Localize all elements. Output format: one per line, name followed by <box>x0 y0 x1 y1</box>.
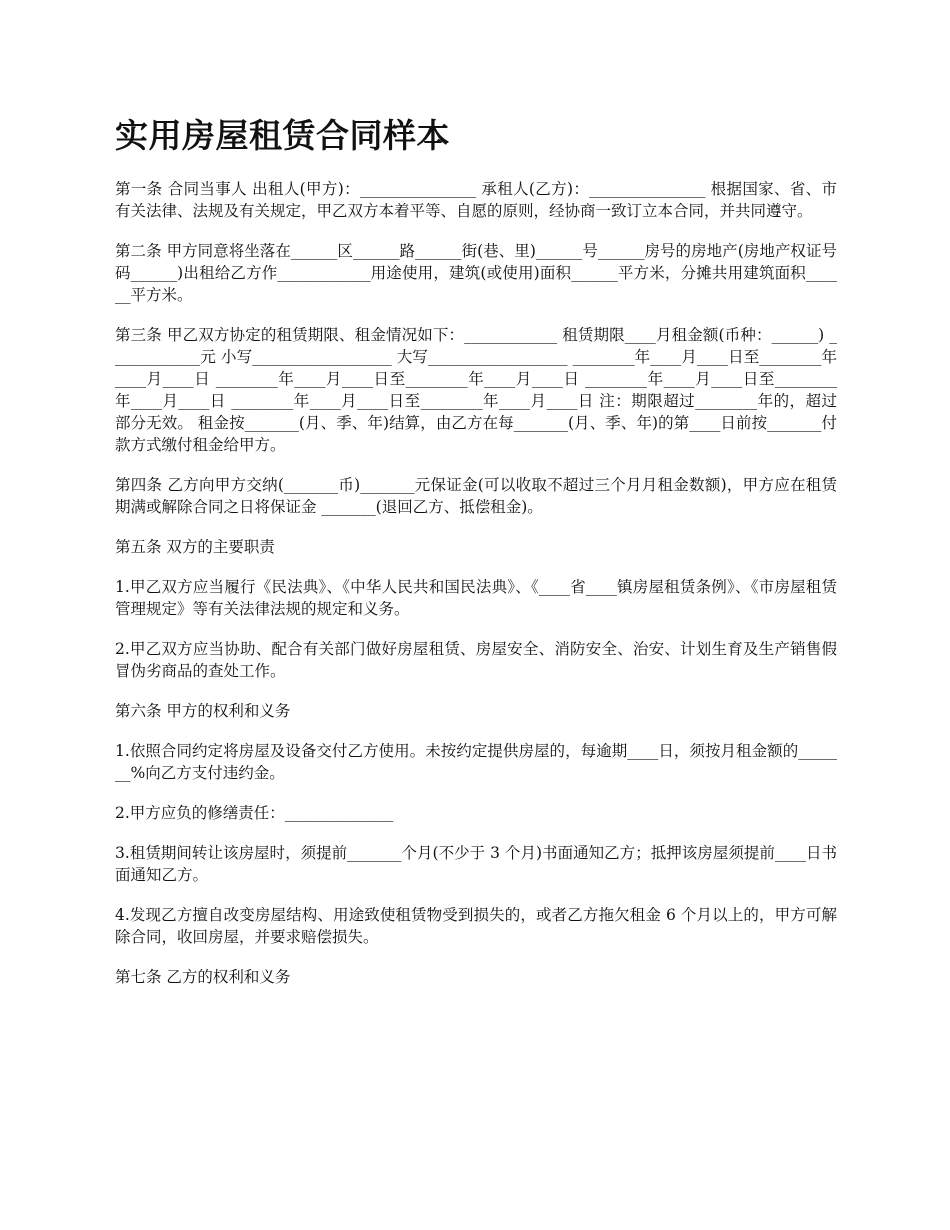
article-6-item-1: 1.依照合同约定将房屋及设备交付乙方使用。未按约定提供房屋的，每逾期____日，须按月租金额的_______%向乙方支付违约金。 <box>115 742 837 782</box>
document-title: 实用房屋租赁合同样本 <box>115 116 450 155</box>
article-5-item-1: 1.甲乙双方应当履行《民法典》、《中华人民共和国民法典》、《____省____镇房屋租赁条例》、《市房屋租赁管理规定》等有关法律法规的规定和义务。 <box>115 578 837 618</box>
article-4-deposit: 第四条 乙方向甲方交纳(_______币)_______元保证金(可以收取不超过三个月月租金数额)，甲方应在租赁期满或解除合同之日将保证金 _______(退回乙方、抵偿租金)。 <box>115 476 837 516</box>
article-3-term-rent: 第三条 甲乙双方协定的租赁期限、租金情况如下：____________ 租赁期限____月租金额(币种：______) ____________元 小写__________________ 大写__________________ ________年____月____日至________年____月____日 ________年____月____日至________年____月____日 ________年____月____日至________年____月____日 ________年____月____日至________年____月____日 注：期限超过________年的，超过部分无效。 租金按_______(月、季、年)结算，由乙方在每_______(月、季、年)的第____日前按_______付款方式缴付租金给甲方。 <box>115 326 837 454</box>
article-6-item-3: 3.租赁期间转让该房屋时，须提前_______个月(不少于 3 个月)书面通知乙方；抵押该房屋须提前____日书面通知乙方。 <box>115 844 837 884</box>
article-6-item-4: 4.发现乙方擅自改变房屋结构、用途致使租赁物受到损失的，或者乙方拖欠租金 6 个月以上的，甲方可解除合同，收回房屋，并要求赔偿损失。 <box>115 906 837 946</box>
document-page <box>115 112 837 1006</box>
article-6-item-2: 2.甲方应负的修缮责任：______________ <box>115 804 394 822</box>
article-5-item-2: 2.甲乙双方应当协助、配合有关部门做好房屋租赁、房屋安全、消防安全、治安、计划生育及生产销售假冒伪劣商品的查处工作。 <box>115 640 837 680</box>
article-1-parties: 第一条 合同当事人 出租人(甲方)：_______________ 承租人(乙方)：_______________ 根据国家、省、市有关法律、法规及有关规定，甲乙双方本着平等、自愿的原则，经协商一致订立本合同，并共同遵守。 <box>115 180 837 220</box>
article-6-heading: 第六条 甲方的权利和义务 <box>115 702 291 720</box>
article-5-heading: 第五条 双方的主要职责 <box>115 538 275 556</box>
article-7-heading: 第七条 乙方的权利和义务 <box>115 968 291 986</box>
article-2-property: 第二条 甲方同意将坐落在______区______路______街(巷、里)______号______房号的房地产(房地产权证号码______)出租给乙方作____________用途使用，建筑(或使用)面积______平方米，分摊共用建筑面积______平方米。 <box>115 242 837 304</box>
